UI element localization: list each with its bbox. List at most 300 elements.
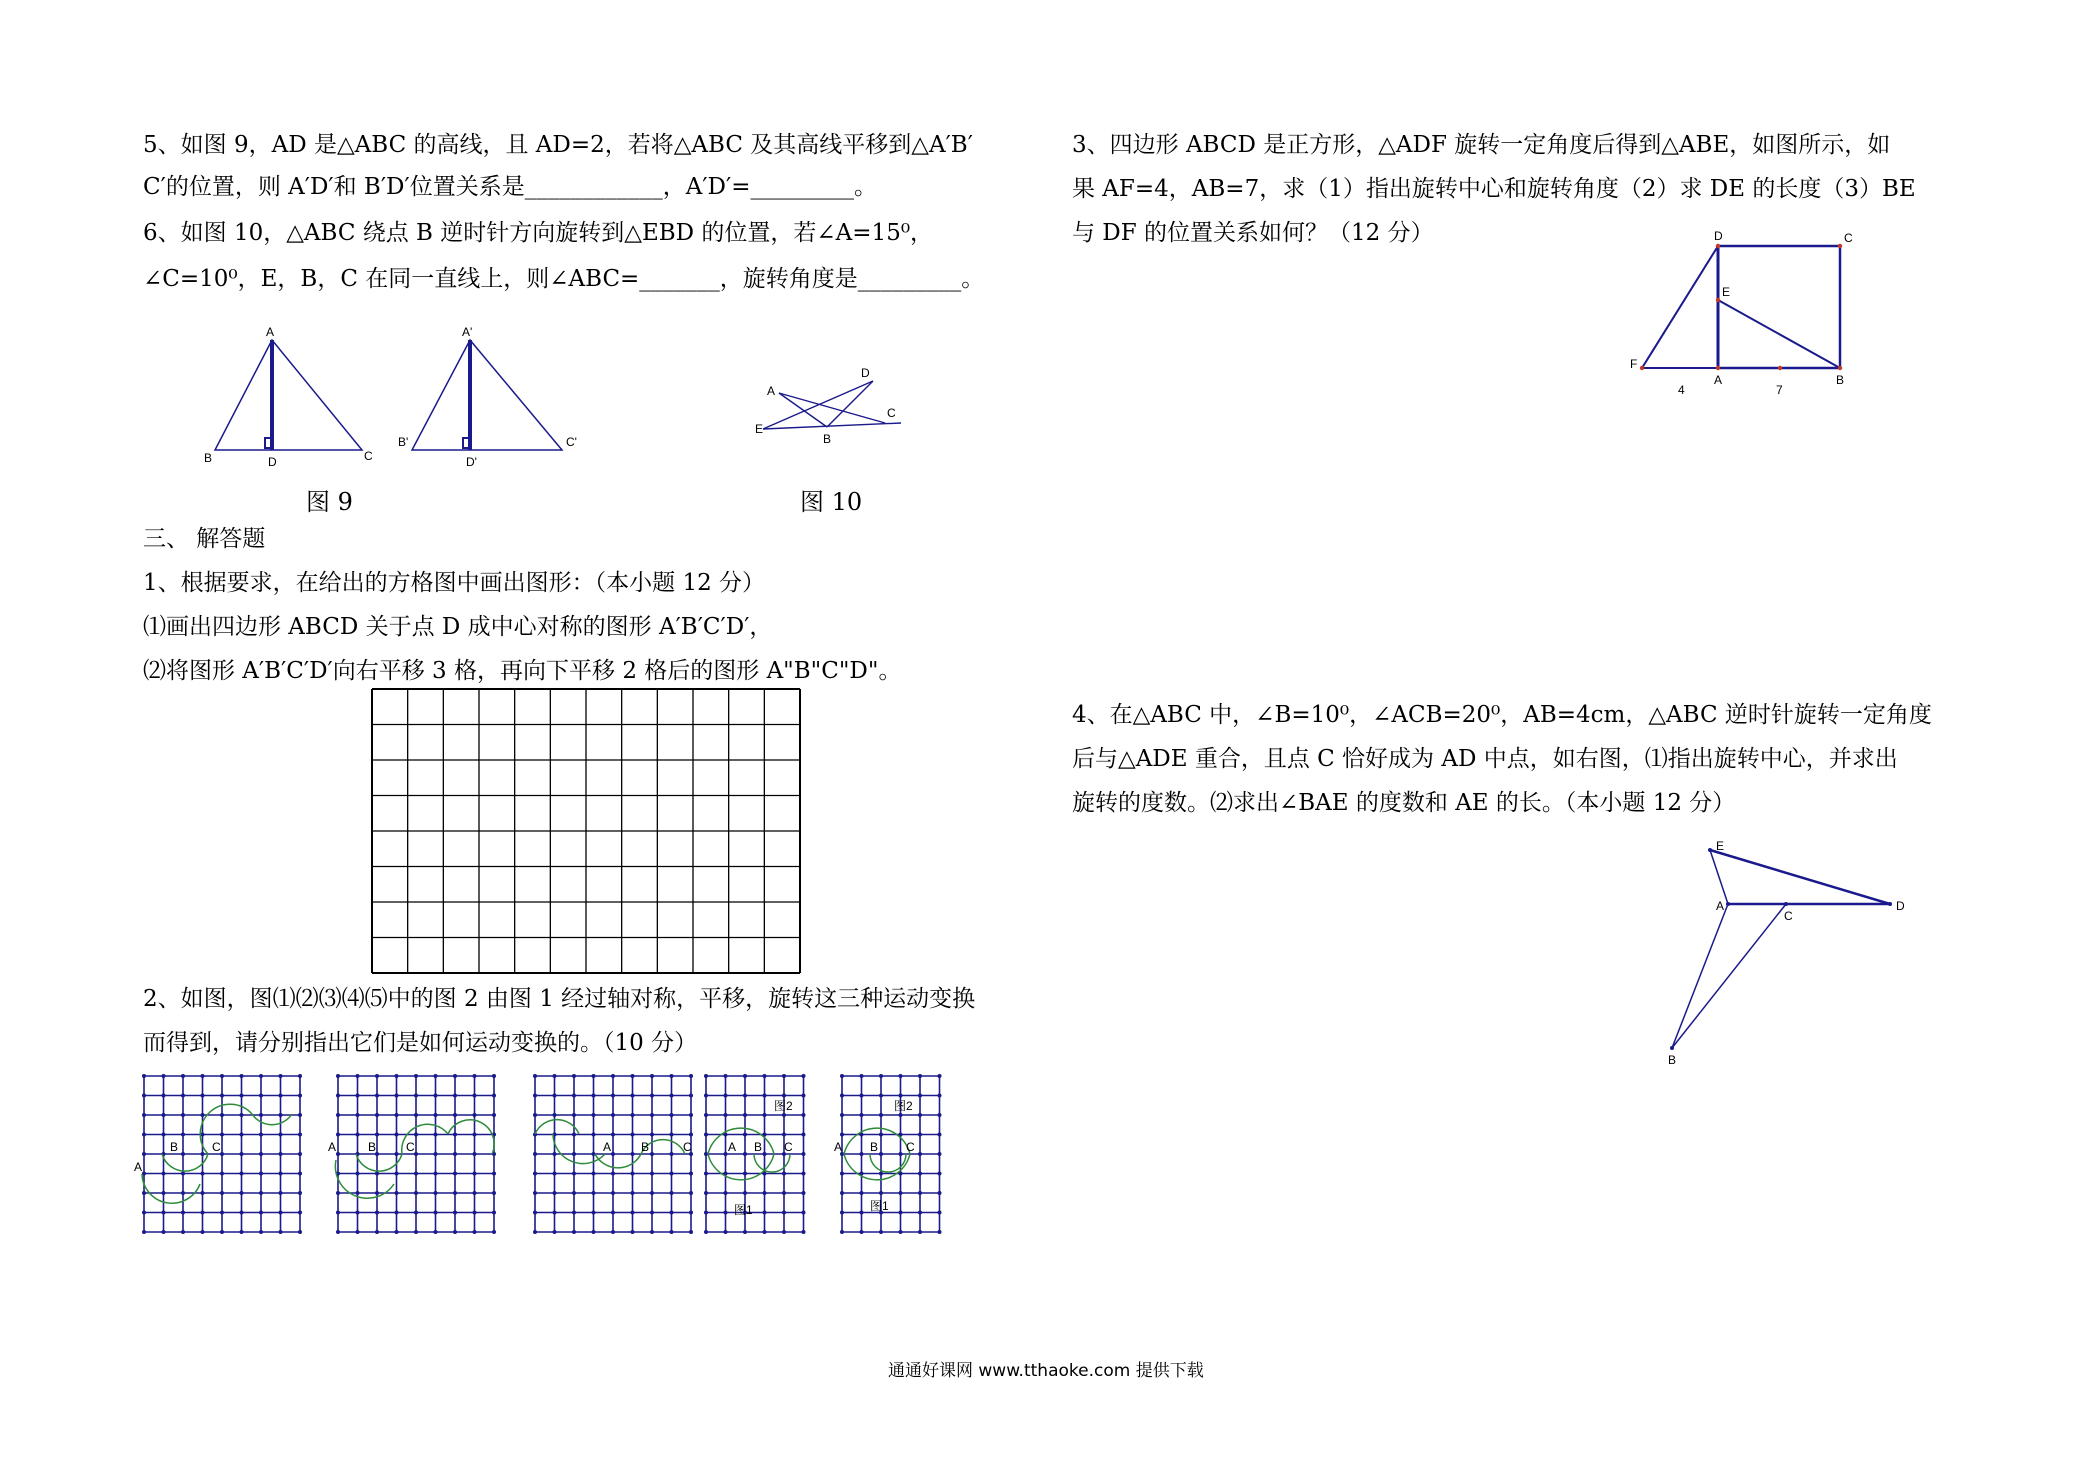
grid-node (650, 1074, 654, 1078)
grid-node (375, 1230, 379, 1234)
grid-node (860, 1074, 864, 1078)
grid-node (336, 1074, 340, 1078)
grid-node (631, 1094, 635, 1098)
grid-node (918, 1230, 922, 1234)
grid-node (201, 1152, 205, 1156)
grid-node (802, 1191, 806, 1195)
grid-node (533, 1152, 537, 1156)
grid-node (782, 1094, 786, 1098)
tri-label-a: A (1716, 899, 1725, 913)
grid-node (259, 1230, 263, 1234)
grid-node (938, 1230, 942, 1234)
grid-node (670, 1133, 674, 1137)
s1-line2: ⑴画出四边形 ABCD 关于点 D 成中心对称的图形 A′B′C′D′， (143, 614, 773, 640)
s2-line2: 而得到，请分别指出它们是如何运动变换的。（10 分） (143, 1030, 698, 1056)
grid-node (201, 1133, 205, 1137)
grid-node (279, 1211, 283, 1215)
grid-node (840, 1113, 844, 1117)
grid-node (298, 1230, 302, 1234)
grid-node (724, 1152, 728, 1156)
small-fig-label: C (906, 1140, 915, 1154)
grid-node (336, 1113, 340, 1117)
s4-line1: 4、在△ABC 中，∠B=10⁰，∠ACB=20⁰，AB=4cm，△ABC 逆时针旋转一定角度 (1072, 702, 1932, 728)
grid-node (650, 1113, 654, 1117)
grid-node (298, 1172, 302, 1176)
grid-node (611, 1133, 615, 1137)
grid-node (572, 1113, 576, 1117)
grid-node (240, 1094, 244, 1098)
grid-node (395, 1074, 399, 1078)
grid-node (240, 1133, 244, 1137)
grid-node (492, 1094, 496, 1098)
grid-node (938, 1172, 942, 1176)
grid-node (899, 1113, 903, 1117)
s1-line3: ⑵将图形 A′B′C′D′向右平移 3 格，再向下平移 2 格后的图形 A"B"C"D"。 (143, 658, 902, 684)
grid-node (572, 1230, 576, 1234)
small-fig-label: B (641, 1140, 650, 1154)
grid-node (201, 1113, 205, 1117)
fig10-label-b: B (823, 432, 832, 446)
grid-node (802, 1230, 806, 1234)
grid-node (763, 1230, 767, 1234)
grid-node (860, 1211, 864, 1215)
grid-node (220, 1074, 224, 1078)
grid-node (918, 1172, 922, 1176)
grid-node (689, 1191, 693, 1195)
section-3-heading: 三、 解答题 (143, 526, 266, 552)
grid-node (492, 1191, 496, 1195)
grid-node (375, 1074, 379, 1078)
grid-node (670, 1211, 674, 1215)
grid-node (704, 1172, 708, 1176)
grid-node (434, 1094, 438, 1098)
fig9-label-b-prime: B' (398, 435, 409, 449)
grid-node (142, 1094, 146, 1098)
grid-node (802, 1211, 806, 1215)
grid-node (860, 1191, 864, 1195)
grid-node (240, 1113, 244, 1117)
grid-node (938, 1113, 942, 1117)
grid-node (181, 1152, 185, 1156)
small-fig-label: A (603, 1140, 612, 1154)
grid-node (162, 1172, 166, 1176)
sq-label-a: A (1714, 373, 1723, 387)
grid-node (181, 1230, 185, 1234)
grid-node (879, 1230, 883, 1234)
grid-node (375, 1133, 379, 1137)
grid-node (240, 1074, 244, 1078)
grid-node (375, 1191, 379, 1195)
grid-node (631, 1113, 635, 1117)
grid-node (162, 1133, 166, 1137)
grid-node (201, 1191, 205, 1195)
grid-node (395, 1152, 399, 1156)
grid-node (453, 1230, 457, 1234)
grid-node (220, 1230, 224, 1234)
tri-label-b: B (1668, 1053, 1677, 1067)
small-fig-label: A (328, 1140, 337, 1154)
grid-node (492, 1230, 496, 1234)
grid-node (395, 1191, 399, 1195)
small-fig-label: B (170, 1140, 179, 1154)
grid-node (553, 1211, 557, 1215)
grid-node (918, 1211, 922, 1215)
grid-node (743, 1094, 747, 1098)
grid-node (631, 1133, 635, 1137)
fig9-label-a-prime: A' (462, 325, 473, 339)
grid-node (670, 1152, 674, 1156)
fig9-label-b: B (204, 451, 213, 465)
grid-node (201, 1074, 205, 1078)
grid-node (201, 1094, 205, 1098)
small-fig-label: C (406, 1140, 415, 1154)
grid-node (918, 1191, 922, 1195)
grid-node (572, 1191, 576, 1195)
grid-node (142, 1074, 146, 1078)
grid-node (142, 1133, 146, 1137)
grid-node (356, 1172, 360, 1176)
grid-node (533, 1172, 537, 1176)
grid-node (279, 1230, 283, 1234)
grid-node (395, 1172, 399, 1176)
grid-node (201, 1211, 205, 1215)
small-fig-label: 图1 (870, 1199, 889, 1213)
grid-node (879, 1133, 883, 1137)
grid-node (782, 1172, 786, 1176)
grid-node (434, 1133, 438, 1137)
grid-node (782, 1133, 786, 1137)
grid-node (802, 1152, 806, 1156)
footer-source: 通通好课网 www.tthaoke.com 提供下载 (888, 1361, 1204, 1381)
grid-node (840, 1211, 844, 1215)
grid-node (572, 1074, 576, 1078)
grid-node (181, 1172, 185, 1176)
s3-line2: 果 AF=4，AB=7，求（1）指出旋转中心和旋转角度（2）求 DE 的长度（3）BE (1072, 176, 1916, 202)
fig9-label-a: A (266, 325, 275, 339)
curve-arc (553, 1134, 605, 1164)
grid-node (802, 1133, 806, 1137)
grid-node (240, 1211, 244, 1215)
grid-node (592, 1230, 596, 1234)
grid-node (414, 1113, 418, 1117)
grid-node (631, 1191, 635, 1195)
small-fig-label: A (134, 1160, 143, 1174)
grid-node (356, 1113, 360, 1117)
grid-node (840, 1074, 844, 1078)
s4-line3: 旋转的度数。⑵求出∠BAE 的度数和 AE 的长。（本小题 12 分） (1072, 790, 1736, 816)
grid-node (181, 1074, 185, 1078)
grid-node (181, 1094, 185, 1098)
grid-node (395, 1211, 399, 1215)
grid-node (220, 1094, 224, 1098)
transform-figure-3 (533, 1074, 693, 1236)
tri-label-d: D (1896, 899, 1905, 913)
grid-node (650, 1133, 654, 1137)
fig10-label-e: E (755, 422, 764, 436)
grid-node (592, 1094, 596, 1098)
grid-node (840, 1133, 844, 1137)
grid-node (492, 1113, 496, 1117)
grid-node (938, 1191, 942, 1195)
grid-node (553, 1152, 557, 1156)
q5-line1: 5、如图 9，AD 是△ABC 的高线，且 AD=2，若将△ABC 及其高线平移到△A′B′ (143, 132, 973, 158)
grid-node (689, 1230, 693, 1234)
s2-line1: 2、如图，图⑴⑵⑶⑷⑸中的图 2 由图 1 经过轴对称，平移，旋转这三种运动变换 (143, 986, 976, 1012)
grid-node (899, 1074, 903, 1078)
curve-arc (142, 1174, 200, 1203)
grid-node (356, 1230, 360, 1234)
small-fig-label: A (834, 1140, 843, 1154)
fig9-label-c: C (364, 449, 373, 463)
grid-node (592, 1211, 596, 1215)
small-fig-label: 图2 (894, 1099, 913, 1113)
grid-node (414, 1230, 418, 1234)
sq-label-4: 4 (1678, 383, 1685, 397)
grid-node (704, 1113, 708, 1117)
grid-node (592, 1113, 596, 1117)
sq-label-e: E (1722, 285, 1731, 299)
grid-node (670, 1113, 674, 1117)
grid-node (375, 1113, 379, 1117)
grid-node (336, 1230, 340, 1234)
fig10-label-d: D (861, 366, 870, 380)
grid-node (724, 1230, 728, 1234)
grid-node (259, 1074, 263, 1078)
grid-node (899, 1211, 903, 1215)
grid-node (704, 1094, 708, 1098)
grid-node (395, 1133, 399, 1137)
grid-node (689, 1113, 693, 1117)
fig9-label-c-prime: C' (566, 435, 577, 449)
grid-node (743, 1172, 747, 1176)
fig10-label-a: A (767, 384, 776, 398)
grid-node (611, 1211, 615, 1215)
tri-label-c: C (1784, 909, 1793, 923)
grid-node (473, 1094, 477, 1098)
grid-node (414, 1094, 418, 1098)
grid-node (336, 1094, 340, 1098)
grid-node (533, 1191, 537, 1195)
curve-arc (356, 1154, 402, 1171)
grid-node (181, 1191, 185, 1195)
grid-node (414, 1211, 418, 1215)
grid-node (860, 1094, 864, 1098)
grid-node (650, 1094, 654, 1098)
grid-node (220, 1211, 224, 1215)
grid-node (453, 1094, 457, 1098)
grid-node (473, 1230, 477, 1234)
grid-node (298, 1191, 302, 1195)
grid-node (689, 1172, 693, 1176)
grid-node (631, 1230, 635, 1234)
grid-node (453, 1152, 457, 1156)
grid-node (279, 1113, 283, 1117)
grid-node (724, 1074, 728, 1078)
small-fig-label: C (212, 1140, 221, 1154)
grid-node (240, 1152, 244, 1156)
grid-node (453, 1074, 457, 1078)
grid-node (763, 1113, 767, 1117)
grid-node (356, 1211, 360, 1215)
grid-node (899, 1094, 903, 1098)
grid-node (743, 1152, 747, 1156)
grid-node (533, 1230, 537, 1234)
grid-node (860, 1230, 864, 1234)
q6-line1: 6、如图 10，△ABC 绕点 B 逆时针方向旋转到△EBD 的位置，若∠A=15⁰， (143, 220, 934, 246)
grid-node (918, 1094, 922, 1098)
grid-node (336, 1191, 340, 1195)
grid-node (670, 1094, 674, 1098)
grid-node (259, 1211, 263, 1215)
grid-node (453, 1191, 457, 1195)
grid-node (553, 1191, 557, 1195)
grid-node (336, 1133, 340, 1137)
curve-arc (535, 1120, 579, 1134)
grid-node (840, 1230, 844, 1234)
grid-node (375, 1094, 379, 1098)
grid-node (553, 1113, 557, 1117)
grid-node (670, 1074, 674, 1078)
grid-node (592, 1172, 596, 1176)
transform-figure-4 (704, 1074, 808, 1236)
grid-node (840, 1094, 844, 1098)
grid-node (336, 1211, 340, 1215)
grid-node (592, 1191, 596, 1195)
grid-node (395, 1113, 399, 1117)
grid-node (631, 1074, 635, 1078)
grid-node (918, 1152, 922, 1156)
figure-10 (755, 365, 915, 455)
small-fig-label: B (754, 1140, 763, 1154)
grid-node (572, 1172, 576, 1176)
grid-node (650, 1230, 654, 1234)
transform-figure-1 (134, 1074, 302, 1236)
grid-node (592, 1152, 596, 1156)
grid-node (142, 1152, 146, 1156)
grid-node (689, 1074, 693, 1078)
grid-node (473, 1133, 477, 1137)
grid-node (533, 1113, 537, 1117)
curve-arc (200, 1104, 252, 1154)
grid-node (860, 1113, 864, 1117)
grid-node (724, 1094, 728, 1098)
grid-node (743, 1113, 747, 1117)
grid-node (473, 1152, 477, 1156)
grid-node (375, 1172, 379, 1176)
grid-node (879, 1152, 883, 1156)
grid-node (356, 1191, 360, 1195)
grid-node (572, 1133, 576, 1137)
grid-node (240, 1172, 244, 1176)
grid-node (220, 1172, 224, 1176)
grid-node (453, 1113, 457, 1117)
grid-node (336, 1152, 340, 1156)
grid-node (259, 1094, 263, 1098)
fig9-caption: 图 9 (306, 488, 353, 516)
grid-node (592, 1133, 596, 1137)
grid-node (220, 1133, 224, 1137)
grid-node (704, 1133, 708, 1137)
grid-node (704, 1230, 708, 1234)
grid-node (533, 1094, 537, 1098)
grid-node (631, 1172, 635, 1176)
grid-node (473, 1172, 477, 1176)
grid-node (611, 1191, 615, 1195)
grid-node (473, 1074, 477, 1078)
grid-node (453, 1133, 457, 1137)
grid-node (704, 1152, 708, 1156)
grid-node (782, 1230, 786, 1234)
grid-node (670, 1172, 674, 1176)
grid-node (879, 1172, 883, 1176)
grid-node (704, 1191, 708, 1195)
fig10-label-c: C (887, 406, 896, 420)
sq-label-7: 7 (1776, 383, 1783, 397)
grid-node (650, 1172, 654, 1176)
small-fig-label: A (728, 1140, 737, 1154)
grid-node (572, 1152, 576, 1156)
grid-node (918, 1133, 922, 1137)
grid-node (181, 1133, 185, 1137)
s3-line3: 与 DF 的位置关系如何？（12 分） (1072, 220, 1434, 246)
grid-node (162, 1074, 166, 1078)
s3-line1: 3、四边形 ABCD 是正方形，△ADF 旋转一定角度后得到△ABE，如图所示，如 (1072, 132, 1891, 158)
grid-node (724, 1211, 728, 1215)
small-fig-label: B (870, 1140, 879, 1154)
grid-node (434, 1211, 438, 1215)
grid-node (279, 1152, 283, 1156)
transform-figure-5 (834, 1074, 944, 1236)
grid-node (553, 1094, 557, 1098)
grid-node (689, 1211, 693, 1215)
grid-node (860, 1152, 864, 1156)
grid-node (743, 1191, 747, 1195)
figure-triangle-ade (1660, 840, 1920, 1070)
grid-node (689, 1094, 693, 1098)
grid-node (553, 1074, 557, 1078)
sq-label-d: D (1714, 229, 1723, 243)
grid-node (473, 1211, 477, 1215)
grid-node (395, 1230, 399, 1234)
grid-node (572, 1211, 576, 1215)
grid-node (259, 1172, 263, 1176)
grid-node (298, 1152, 302, 1156)
sq-label-c: C (1844, 231, 1853, 245)
s4-line2: 后与△ADE 重合，且点 C 恰好成为 AD 中点，如右图，⑴指出旋转中心，并求出 (1072, 746, 1898, 772)
grid-node (259, 1152, 263, 1156)
grid-node (592, 1074, 596, 1078)
grid-node (650, 1152, 654, 1156)
grid-node (938, 1074, 942, 1078)
grid-node (611, 1094, 615, 1098)
sq-label-f: F (1630, 357, 1638, 371)
grid-node (782, 1113, 786, 1117)
grid-node (220, 1191, 224, 1195)
grid-node (201, 1230, 205, 1234)
grid-node (142, 1230, 146, 1234)
grid-node (533, 1074, 537, 1078)
grid-node (533, 1211, 537, 1215)
grid-node (631, 1211, 635, 1215)
grid-node (356, 1094, 360, 1098)
grid-node (553, 1230, 557, 1234)
grid-node (611, 1152, 615, 1156)
grid-node (782, 1191, 786, 1195)
grid-node (434, 1172, 438, 1176)
q5-line2: C′的位置，则 A′D′和 B′D′位置关系是____________，A′D′=_________。 (143, 174, 877, 200)
grid-node (782, 1211, 786, 1215)
grid-node (611, 1113, 615, 1117)
